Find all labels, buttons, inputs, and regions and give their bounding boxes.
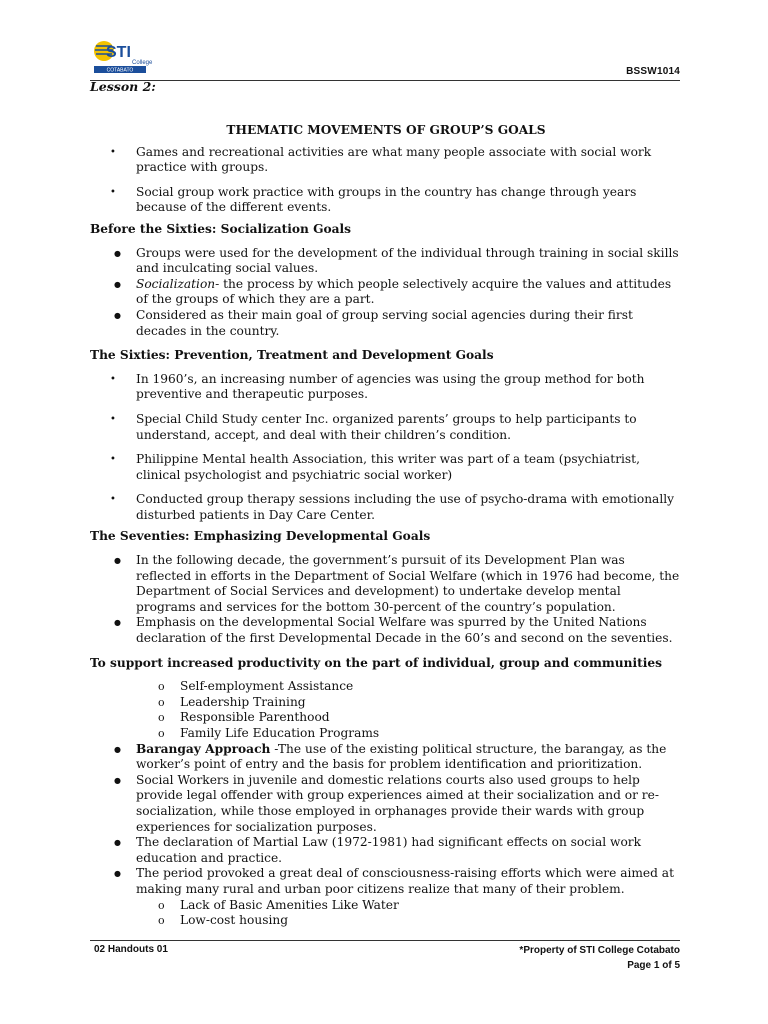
list-item: o Responsible Parenthood bbox=[90, 710, 682, 726]
section-heading: The Sixties: Prevention, Treatment and Development Goals bbox=[90, 348, 494, 363]
list-item: • Social group work practice with groups in the country has change through years because of the different events. bbox=[90, 185, 682, 216]
page-title: THEMATIC MOVEMENTS OF GROUP’S GOALS bbox=[226, 123, 546, 137]
list-item: o Lack of Basic Amenities Like Water bbox=[90, 898, 682, 914]
list-item: ● Considered as their main goal of group serving social agencies during their first decades in the country. bbox=[90, 308, 682, 339]
list-item: • Special Child Study center Inc. organized parents’ groups to help participants to understand, accept, and deal with their children’s condition. bbox=[90, 412, 682, 443]
term-barangay: Barangay Approach bbox=[136, 741, 271, 756]
logo-sub: College bbox=[132, 60, 153, 66]
list-item: ● Groups were used for the development of the individual through training in social skills and inculcating social values. bbox=[90, 246, 682, 277]
intro-list bbox=[90, 145, 682, 216]
section-heading: Before the Sixties: Socialization Goals bbox=[90, 221, 352, 236]
section3-list bbox=[90, 553, 682, 647]
logo-text: STI bbox=[106, 44, 131, 61]
section1-list bbox=[90, 246, 682, 340]
footer-right bbox=[519, 943, 680, 973]
list-item: ● Emphasis on the developmental Social Welfare was spurred by the United Nations declaration of the first Developmental Decade in the 60’s and second on the seventies. bbox=[90, 615, 682, 646]
section-heading: The Seventies: Emphasizing Developmental Goals bbox=[90, 529, 431, 544]
document-body bbox=[90, 123, 682, 929]
section2-list bbox=[90, 372, 682, 524]
sti-logo bbox=[92, 38, 153, 74]
list-item bbox=[90, 277, 682, 308]
list-item: • Games and recreational activities are what many people associate with social work practice with groups. bbox=[90, 145, 682, 176]
page-number: Page 1 of 5 bbox=[627, 960, 680, 971]
list-item: o Self-employment Assistance bbox=[90, 679, 682, 695]
section4-list bbox=[90, 742, 682, 898]
list-item bbox=[90, 742, 682, 773]
term-socialization: Socialization- bbox=[136, 276, 220, 291]
list-item: • Conducted group therapy sessions including the use of psycho-drama with emotionally disturbed patients in Day Care Center. bbox=[90, 492, 682, 523]
list-item-text: the process by which people selectively acquire the values and attitudes of the groups of which they are a part. bbox=[136, 276, 672, 307]
section-heading: To support increased productivity on the part of individual, group and communities bbox=[90, 655, 662, 670]
list-item: • In 1960’s, an increasing number of agencies was using the group method for both preventive and therapeutic purposes. bbox=[90, 372, 682, 403]
property-note: *Property of STI College Cotabato bbox=[519, 945, 680, 956]
list-item: o Low-cost housing bbox=[90, 913, 682, 929]
header-rule bbox=[90, 80, 680, 81]
course-code: BSSW1014 bbox=[626, 66, 680, 77]
program-list bbox=[90, 679, 682, 741]
list-item-text: -The use of the existing political structure, the barangay, as the worker’s point of entry and the basis for problem identification and prioritization. bbox=[136, 741, 667, 772]
lesson-label: Lesson 2: bbox=[90, 79, 156, 94]
handout-label: 02 Handouts 01 bbox=[94, 944, 168, 955]
list-item: ● The period provoked a great deal of consciousness-raising efforts which were aimed at making many rural and urban poor citizens realize that many of their problem. bbox=[90, 866, 682, 897]
logo-band: COTABATO bbox=[106, 67, 134, 74]
list-item: o Family Life Education Programs bbox=[90, 726, 682, 742]
list-item: ● The declaration of Martial Law (1972-1981) had significant effects on social work education and practice. bbox=[90, 835, 682, 866]
list-item: ● In the following decade, the government’s pursuit of its Development Plan was reflected in efforts in the Department of Social Welfare (which in 1976 had become, the Department of Social Services and development) to undertake develop mental programs and services for the bottom 30-percent of the country’s population. bbox=[90, 553, 682, 615]
footer-rule bbox=[90, 940, 680, 941]
list-item: ● Social Workers in juvenile and domestic relations courts also used groups to help provide legal offender with group experiences aimed at their socialization and or re-socialization, while those employed in orphanages provide their wards with group experiences for socialization purposes. bbox=[90, 773, 682, 835]
problem-list bbox=[90, 898, 682, 929]
list-item: o Leadership Training bbox=[90, 695, 682, 711]
list-item: • Philippine Mental health Association, this writer was part of a team (psychiatrist, clinical psychologist and psychiatric social worker) bbox=[90, 452, 682, 483]
